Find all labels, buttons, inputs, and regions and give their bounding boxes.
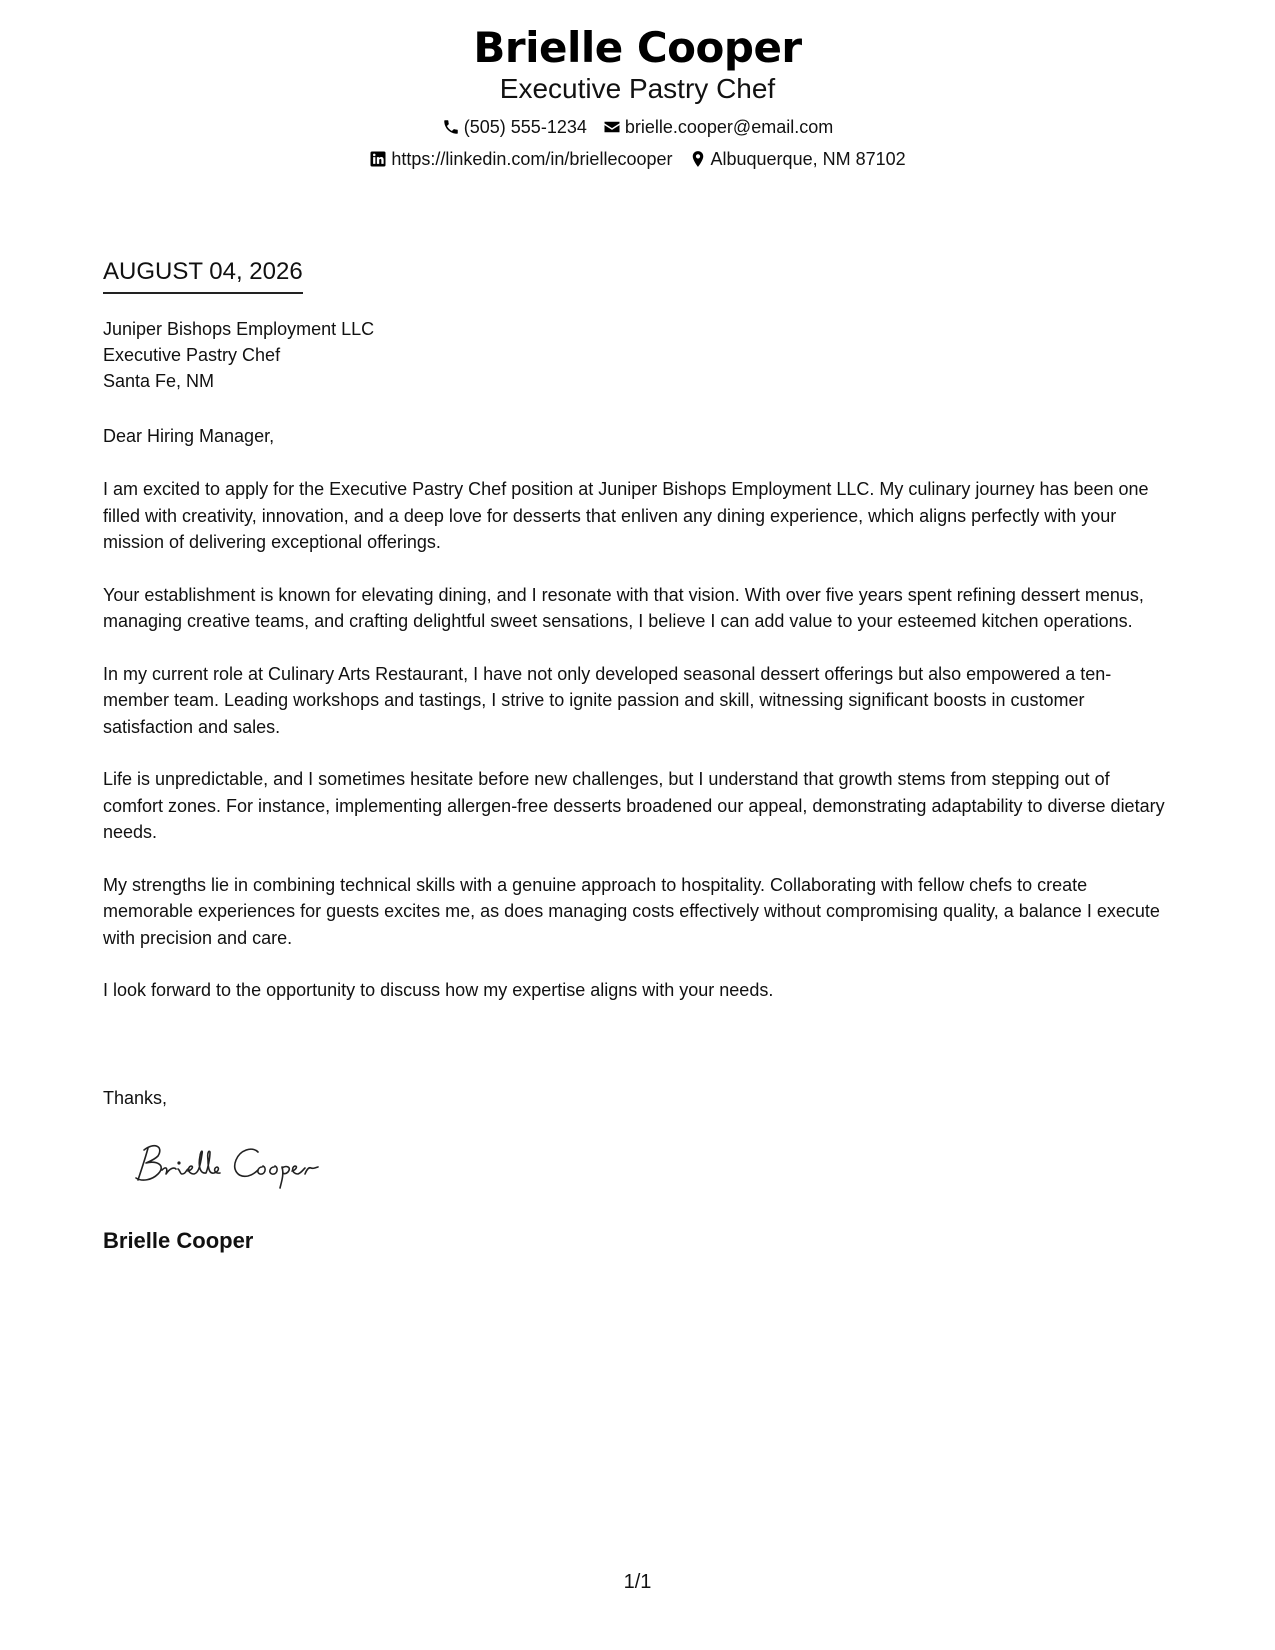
contact-location — [689, 148, 906, 170]
recipient-location: Santa Fe, NM — [103, 371, 215, 391]
body-paragraph: I am excited to apply for the Executive Pastry Chef position at Juniper Bishops Employment LLC. My culinary journey has been one filled with creativity, innovation, and a deep love for desserts that enliven any dining experience, which aligns perfectly with your mission of delivering exceptional offerings. — [103, 479, 1149, 552]
contact-phone — [442, 116, 587, 138]
letter-date: AUGUST 04, 2026 — [103, 258, 303, 294]
phone-icon — [442, 118, 460, 136]
email-text[interactable]: brielle.cooper@email.com — [624, 117, 834, 137]
body-paragraph: I look forward to the opportunity to discuss how my expertise aligns with your needs. — [103, 980, 774, 1000]
applicant-title: Executive Pastry Chef — [499, 73, 776, 104]
recipient-block — [103, 316, 1173, 394]
letter-body — [103, 476, 1173, 1030]
page-number: 1/1 — [623, 1571, 652, 1593]
body-paragraph: In my current role at Culinary Arts Restaurant, I have not only developed seasonal dessert offerings but also empowered a ten-member team. Leading workshops and tastings, I strive to ignite passion and skill, witnessing significant boosts in customer satisfaction and sales. — [103, 663, 1112, 737]
envelope-icon — [603, 118, 621, 136]
map-marker-icon — [689, 150, 707, 168]
salutation: Dear Hiring Manager, — [103, 426, 275, 446]
contact-row-1 — [0, 116, 1275, 138]
linkedin-text[interactable]: https://linkedin.com/in/briellecooper — [391, 149, 673, 169]
letter-header — [0, 22, 1275, 170]
contact-row-2 — [0, 148, 1275, 170]
location-text: Albuquerque, NM 87102 — [710, 149, 906, 169]
closing: Thanks, — [103, 1088, 168, 1108]
contact-linkedin[interactable] — [369, 148, 672, 170]
signed-name: Brielle Cooper — [103, 1228, 254, 1253]
phone-text: (505) 555-1234 — [463, 117, 587, 137]
handwritten-signature — [128, 1140, 348, 1190]
applicant-name: Brielle Cooper — [473, 23, 802, 72]
contact-email[interactable] — [603, 116, 833, 138]
recipient-position: Executive Pastry Chef — [103, 345, 281, 365]
linkedin-icon — [369, 150, 387, 168]
body-paragraph: Your establishment is known for elevating dining, and I resonate with that vision. With over five years spent refining dessert menus, managing creative teams, and crafting delightful sweet sensations, I believe I can add value to your esteemed kitchen operations. — [103, 584, 1144, 631]
body-paragraph: Life is unpredictable, and I sometimes hesitate before new challenges, but I understand that growth stems from stepping out of comfort zones. For instance, implementing allergen-free desserts broadened our appeal, demonstrating adaptability to diverse dietary needs. — [103, 769, 1165, 842]
recipient-company: Juniper Bishops Employment LLC — [103, 319, 375, 339]
body-paragraph: My strengths lie in combining technical skills with a genuine approach to hospitality. Collaborating with fellow chefs to create memorable experiences for guests excites me, as does managing costs effectively without compromising quality, a balance I execute with precision and care. — [103, 874, 1160, 948]
